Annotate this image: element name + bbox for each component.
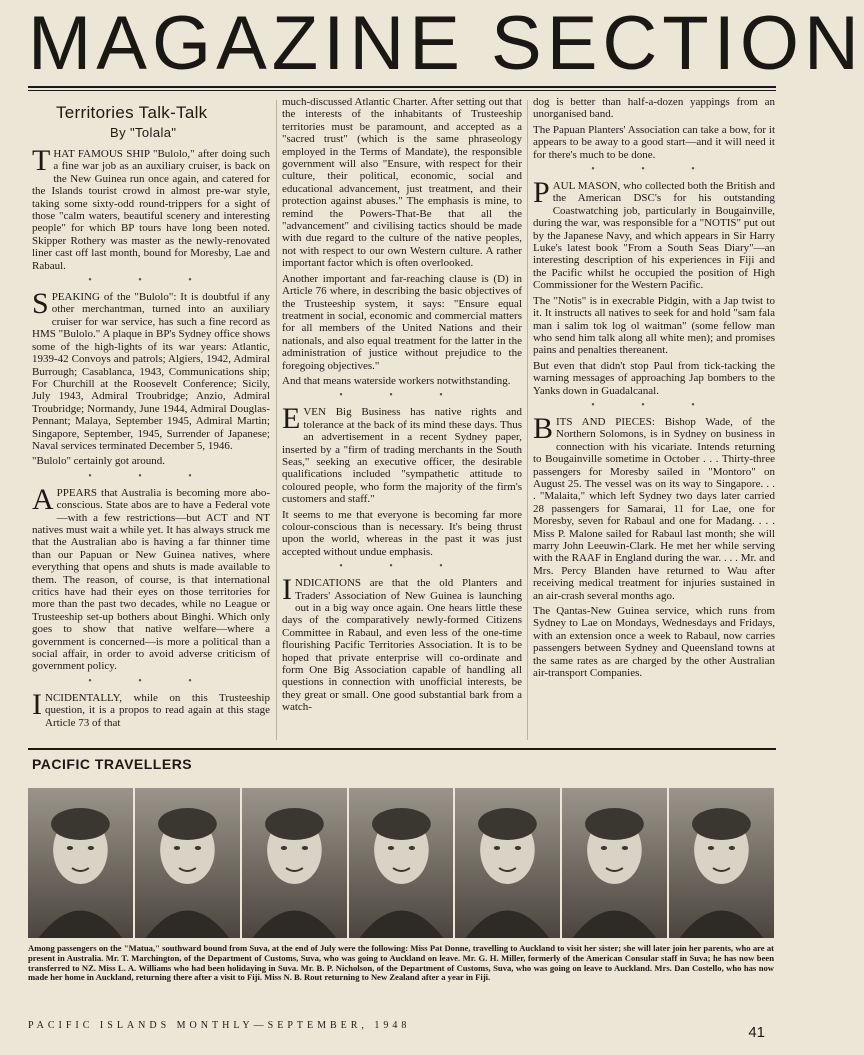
section-divider: • • • — [591, 164, 717, 176]
article-paragraph — [32, 687, 270, 729]
lead-in: NCIDENTALLY, — [45, 691, 122, 704]
article-byline: By "Tolala" — [110, 125, 177, 140]
column-separator — [276, 100, 277, 740]
section-rule — [28, 748, 776, 750]
paragraph-text: The Qantas-New Guinea service, which runs from Sydney to Lae on Mondays, Wednesdays and Fridays, with an extension once a week to Rabaul, now carries passengers between Sydney and Queensland towns at the same rates as are charged by the other Australian air-transport Companies. — [533, 605, 775, 680]
article-paragraph — [282, 573, 522, 714]
paragraph-text: It seems to me that everyone is becoming far more colour-conscious than is necessary. It's being thrust upon the world, whereas in the past it was just accepted without undue emphasis. — [282, 508, 522, 558]
photo-1 — [28, 788, 133, 938]
article-paragraph — [533, 96, 775, 121]
paragraph-text: much-discussed Atlantic Charter. After setting out that the interests of the inhabitants of Trusteeship territories must be paramount, and accepted as a "sacred trust" (which is the same phraseology employed in the Terms of Mandate), the responsible government will also "Ensure, with respect for their culture, their political, economic, social and educational advancement, just treatment, and their protection against abuses." The emphasis is mine, to remind the Powers-That-Be that all the "advancement" and civilising tactics should be made with due regard to the culture of the native peoples, not with respect to our own Western culture. A rather important factor which is often overlooked. — [282, 96, 522, 270]
photo-6 — [562, 788, 667, 938]
photo-7 — [669, 788, 774, 938]
section-divider: • • • — [88, 470, 214, 482]
section-divider: • • • — [591, 399, 717, 411]
section-title: PACIFIC TRAVELLERS — [32, 756, 193, 772]
paragraph-text: And that means waterside workers notwithstanding. — [282, 374, 511, 387]
lead-in: HAT FAMOUS SHIP — [53, 148, 150, 160]
article-paragraph — [533, 124, 775, 161]
drop-cap: A — [32, 482, 54, 516]
article-paragraph — [533, 605, 775, 679]
article-title: Territories Talk-Talk — [56, 103, 208, 122]
column-1 — [32, 96, 270, 744]
paragraph-text: that Australia is becoming more abo-conscious. State abos are to have a Federal vote—with a few restrictions—but ACT and NT natives must wait a while yet. It has always struck me that the Australian abo is having a far thinner time than our Papuan or New Guinea natives, where everything that opens and shuts is made available to them. The reason, of course, is that international critics have had their eyes on those territories for more than the past two decades, while no League or Trusteeship set-up bothers about Binghi. Which only goes to show that native welfare—where a government is concerned—is more a political than a social affair, in order to avoid adverse criticism of government policy. — [32, 486, 270, 673]
drop-cap: B — [533, 411, 554, 445]
paragraph-text: Big Business has native rights and tolerance at the back of its mind these days. Thus an advertisement in a recent Sydney paper, inserted by a "firm of trading merchants in the South Seas," seeking an executive officer, the desirable qualifications included "sympathetic attitude to coloured people, who form the majority of the firm's customers and staff." — [282, 406, 522, 506]
photo-caption: Among passengers on the "Matua," southward bound from Suva, at the end of July were the following: Miss Pat Donne, travelling to Auckland to visit her sister; she will later join her parents, who are at present in Australia. Mr. T. Marchington, of the Department of Customs, Suva, who was going to Auckland on leave. Mr. G. H. Miller, formerly of the American Consular staff in Suva; he has now been transferred to NZ. Miss L. A. Williams who had been holidaying in Suva. Mr. B. P. Nicholson, of the Department of Customs, Suva, who was going on leave to Auckland. Mrs. Dan Costello, who has now made her home in Auckland, returning there after a visit to Fiji. Miss N. B. Rout returning to New Zealand after a year in Fiji. — [28, 943, 774, 983]
section-divider: • • • — [88, 675, 214, 687]
lead-in: ITS AND PIECES: — [556, 415, 655, 428]
paragraph-text: dog is better than half-a-dozen yappings from an unorganised band. — [533, 96, 775, 121]
article-paragraph — [282, 375, 522, 387]
paragraph-text: Another important and far-reaching clause is (D) in Article 76 where, in describing the basic objectives of the Trusteeship system, it says: "Ensure equal treatment in social, economic and commercial matters for all members of the United Nations and their nationals, and also equal treatment for the latter in the administration of justice without prejudice to the foregoing objectives." — [282, 272, 522, 372]
paragraph-text: The "Notis" is in execrable Pidgin, with a Jap twist to it. It instructs all natives to seek for and hold "sam fala man i salim tok log ol waitman" (some fellow man who send him talk along all white men); and promises pains and penalties thereanent. — [533, 294, 775, 357]
column-3 — [533, 96, 775, 744]
section-divider: • • • — [339, 390, 465, 402]
column-2 — [282, 96, 522, 744]
masthead-rule-thin — [28, 90, 776, 91]
paragraph-text: are that the old Planters and Traders' Association of New Guinea is launching out in a big way once again. One hears little these days of the comparatively newly-formed Citizens Committee in Rabaul, and even less of the one-time flourishing Pacific Territories Association. It is to be hoped that private enterprise will co-ordinate and form One Big Association capable of handling all questions in connection with unofficial interests, be they great or small. One good substantial bark from a watch- — [282, 577, 522, 714]
paragraph-text: Bishop Wade, of the Northern Solomons, is in Sydney on business in connection with his vicariate. Intends returning to Bougainville sometime in October . . . Thirty-three passengers for Moresby sailed in "Montoro" on August 25. The vessel was on its way to Singapore. . . . "Malaita," which left Sydney two days later carried 28 passengers for Samarai, 11 for Lae, one for Moresby, seven for Rabaul and one for Madang. . . . Miss P. Malone sailed for Rabaul last month; she will marry John Leeuwin-Clark. He met her while serving with the RAAF in England during the war. . . . Mr. and Mrs. Percy Blanden have returned to Wau after receiving medical treatment for injuries sustained in an air-crash several months ago. — [533, 415, 775, 602]
lead-in: PEAKING — [51, 291, 100, 304]
article-paragraph — [32, 482, 270, 673]
article-paragraph — [282, 96, 522, 270]
drop-cap: P — [533, 176, 550, 210]
lead-in: AUL MASON, — [552, 180, 621, 193]
article-paragraph — [32, 455, 270, 467]
article-paragraph — [32, 287, 270, 452]
masthead-title: MAGAZINE SECTION — [28, 1, 864, 86]
article-paragraph — [533, 360, 775, 397]
paragraph-text: who collected both the British and the American DSC's for his outstanding Coastwatching job, particularly in Bougainville, during the war, was responsible for a "NOTIS" put out by the Japanese Navy, and which appears in Sir Harry Luke's latest book "From a South Seas Diary"—an interesting description of his experiences in Fiji and the Pacific whilst he occupied the position of High Commissioner for the Western Pacific. — [533, 180, 775, 292]
page-footer: PACIFIC ISLANDS MONTHLY—SEPTEMBER, 1948 — [28, 1020, 411, 1031]
drop-cap: S — [32, 287, 49, 321]
lead-in: NDICATIONS — [295, 577, 361, 590]
page-number: 41 — [748, 1024, 765, 1041]
paragraph-text: The Papuan Planters' Association can take a bow, for it appears to be away to a good start—and it will need it for there's much to be done. — [533, 123, 775, 161]
lead-in: VEN — [303, 406, 326, 419]
paragraph-text: But even that didn't stop Paul from tick-tacking the warning messages of approaching Jap bombers to the Yanks down in Guadalcanal. — [533, 359, 775, 397]
article-paragraph — [282, 273, 522, 372]
photo-3 — [242, 788, 347, 938]
paragraph-text: "Bulolo," after doing such a fine war job as an auxiliary cruiser, is back on the New Guinea run once again, and catered for the Islands tourist crowd in almost pre-war style, taking some sixty-odd round-trippers for a sight of those "calm waters, beautiful scenery and interesting people" for which BP tours have long been noted. Skipper Rothery was master as the newly-renovated liner cast off last month, bound for Moresby, Lae and Rabaul. — [32, 148, 270, 272]
section-divider: • • • — [88, 275, 214, 287]
article-paragraph — [282, 402, 522, 506]
paragraph-text: while on this Trusteeship question, it is a propos to read again at this stage Article 73 of that — [45, 691, 270, 729]
drop-cap: T — [32, 144, 51, 177]
article-paragraph — [533, 176, 775, 292]
column-separator — [527, 100, 528, 740]
article-paragraph — [533, 411, 775, 602]
paragraph-text: "Bulolo" certainly got around. — [32, 455, 166, 468]
photo-5 — [455, 788, 560, 938]
paragraph-text: of the "Bulolo": It is doubtful if any other merchantman, turned into an auxiliary cruiser for war service, has such a fine record as HMS "Bulolo." A plaque in BP's Sydney office shows some of the high-lights of its war years: Atlantic, 1939-42 Convoys and patrols; Algiers, 1942, Admiral Burrough; Casablanca, 1943, Communications ship; For Churchill at the Roosevelt Conference; Sicily, July 1943, Admiral Troubridge; Anzio, Admiral Troubridge; Normandy, June 1944, Admiral Douglas-Pennant; Malaya, September 1945, Admiral Martin; Singapore, September, 1945, Surrender of Japanese; Naval services terminated December 5, 1946. — [32, 291, 270, 452]
photo-strip — [28, 788, 774, 938]
photo-2 — [135, 788, 240, 938]
article-paragraph — [533, 295, 775, 357]
drop-cap: I — [282, 573, 292, 607]
article-paragraph — [282, 509, 522, 559]
drop-cap: E — [282, 402, 301, 436]
masthead-rule — [28, 86, 776, 88]
drop-cap: I — [32, 687, 42, 721]
section-divider: • • • — [339, 561, 465, 573]
article-paragraph — [32, 144, 270, 272]
lead-in: PPEARS — [56, 486, 98, 499]
photo-4 — [349, 788, 454, 938]
